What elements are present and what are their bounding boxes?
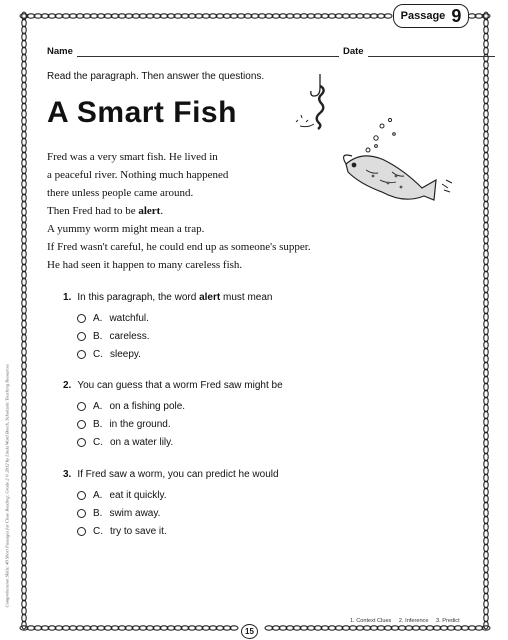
page-number: 15 — [241, 624, 258, 639]
answer-option[interactable] — [77, 435, 173, 449]
skill-item: 1. Context Clues — [350, 618, 392, 624]
passage-number: 9 — [451, 6, 462, 26]
radio-circle-icon[interactable] — [77, 420, 86, 429]
question-1 — [63, 291, 273, 360]
answer-option[interactable] — [77, 329, 149, 343]
passage-line — [47, 202, 311, 220]
name-field[interactable] — [77, 56, 339, 57]
worm-hook-icon — [296, 74, 324, 129]
text-run: He had seen it happen to many careless fish. — [47, 259, 243, 271]
text-run: must mean — [220, 292, 273, 303]
fish-worm-illustration — [284, 72, 474, 232]
option-text: careless. — [109, 330, 150, 342]
page-title: A Smart Fish — [47, 96, 237, 129]
passage-line — [47, 148, 311, 166]
option-letter: B. — [93, 507, 103, 519]
option-letter: C. — [93, 436, 103, 448]
text-run: In this paragraph, the word — [77, 292, 200, 303]
passage-line — [47, 238, 311, 256]
passage-line — [47, 220, 311, 238]
option-text: on a water lily. — [110, 436, 174, 448]
option-text: sleepy. — [110, 348, 141, 360]
bold-word: alert — [199, 292, 221, 303]
name-label: Name — [47, 46, 73, 57]
question-2 — [63, 379, 283, 448]
radio-circle-icon[interactable] — [77, 402, 86, 411]
answer-option[interactable] — [77, 506, 160, 520]
question-number: 2. — [63, 380, 72, 391]
question-3 — [63, 468, 279, 537]
fish-icon — [344, 155, 452, 200]
radio-circle-icon[interactable] — [77, 350, 86, 359]
date-field[interactable] — [368, 56, 495, 57]
option-text: watchful. — [109, 312, 149, 324]
text-run: Fred was a very smart fish. He lived in — [47, 151, 218, 163]
passage-line — [47, 256, 311, 274]
option-text: eat it quickly. — [109, 489, 167, 501]
date-label: Date — [343, 46, 364, 57]
radio-circle-icon[interactable] — [77, 314, 86, 323]
answer-option[interactable] — [77, 488, 167, 502]
question-number: 1. — [63, 292, 72, 303]
passage-label: Passage — [400, 10, 446, 22]
name-date-row — [47, 46, 447, 60]
option-letter: A. — [93, 489, 103, 501]
passage-tab — [393, 4, 469, 28]
passage-line — [47, 166, 311, 184]
answer-option[interactable] — [77, 399, 185, 413]
answer-option[interactable] — [77, 311, 149, 325]
option-text: swim away. — [109, 507, 161, 519]
instructions: Read the paragraph. Then answer the questions. — [47, 71, 265, 82]
option-letter: A. — [93, 312, 103, 324]
radio-circle-icon[interactable] — [77, 332, 86, 341]
answer-option[interactable] — [77, 524, 167, 538]
option-letter: C. — [93, 348, 103, 360]
copyright-text: Comprehension Skills: 40 Short Passages for Close Reading: Grade 2 © 2012 by Linda Ward Beech, Scholastic Teaching Resources — [4, 364, 10, 608]
radio-circle-icon[interactable] — [77, 491, 86, 500]
text-run: If Fred wasn't careful, he could end up as someone's supper. — [47, 241, 311, 253]
option-text: on a fishing pole. — [109, 400, 186, 412]
answer-option[interactable] — [77, 347, 141, 361]
question-stem — [63, 291, 272, 305]
radio-circle-icon[interactable] — [77, 438, 86, 447]
text-run: a peaceful river. Nothing much happened — [47, 169, 229, 181]
question-stem — [63, 379, 283, 393]
text-run: A yummy worm might mean a trap. — [47, 223, 205, 235]
bubbles-icon — [366, 118, 395, 152]
option-letter: B. — [93, 418, 103, 430]
answer-option[interactable] — [77, 417, 171, 431]
question-number: 3. — [63, 469, 72, 480]
text-run: . — [160, 205, 164, 217]
reading-passage — [47, 148, 311, 274]
skill-item: 2. Inference — [398, 618, 429, 624]
skill-item: 3. Predict — [436, 618, 460, 624]
option-text: try to save it. — [110, 525, 167, 537]
text-run: there unless people came around. — [47, 187, 194, 199]
question-stem — [63, 468, 279, 482]
option-letter: B. — [93, 330, 103, 342]
text-run: Then Fred had to be — [47, 205, 139, 217]
radio-circle-icon[interactable] — [77, 527, 86, 536]
option-letter: C. — [93, 525, 103, 537]
text-run: You can guess that a worm Fred saw might be — [77, 380, 283, 391]
passage-line — [47, 184, 311, 202]
option-text: in the ground. — [109, 418, 171, 430]
option-letter: A. — [93, 400, 103, 412]
radio-circle-icon[interactable] — [77, 509, 86, 518]
skills-list — [350, 618, 466, 624]
bold-word: alert — [138, 205, 161, 217]
text-run: If Fred saw a worm, you can predict he would — [77, 469, 279, 480]
